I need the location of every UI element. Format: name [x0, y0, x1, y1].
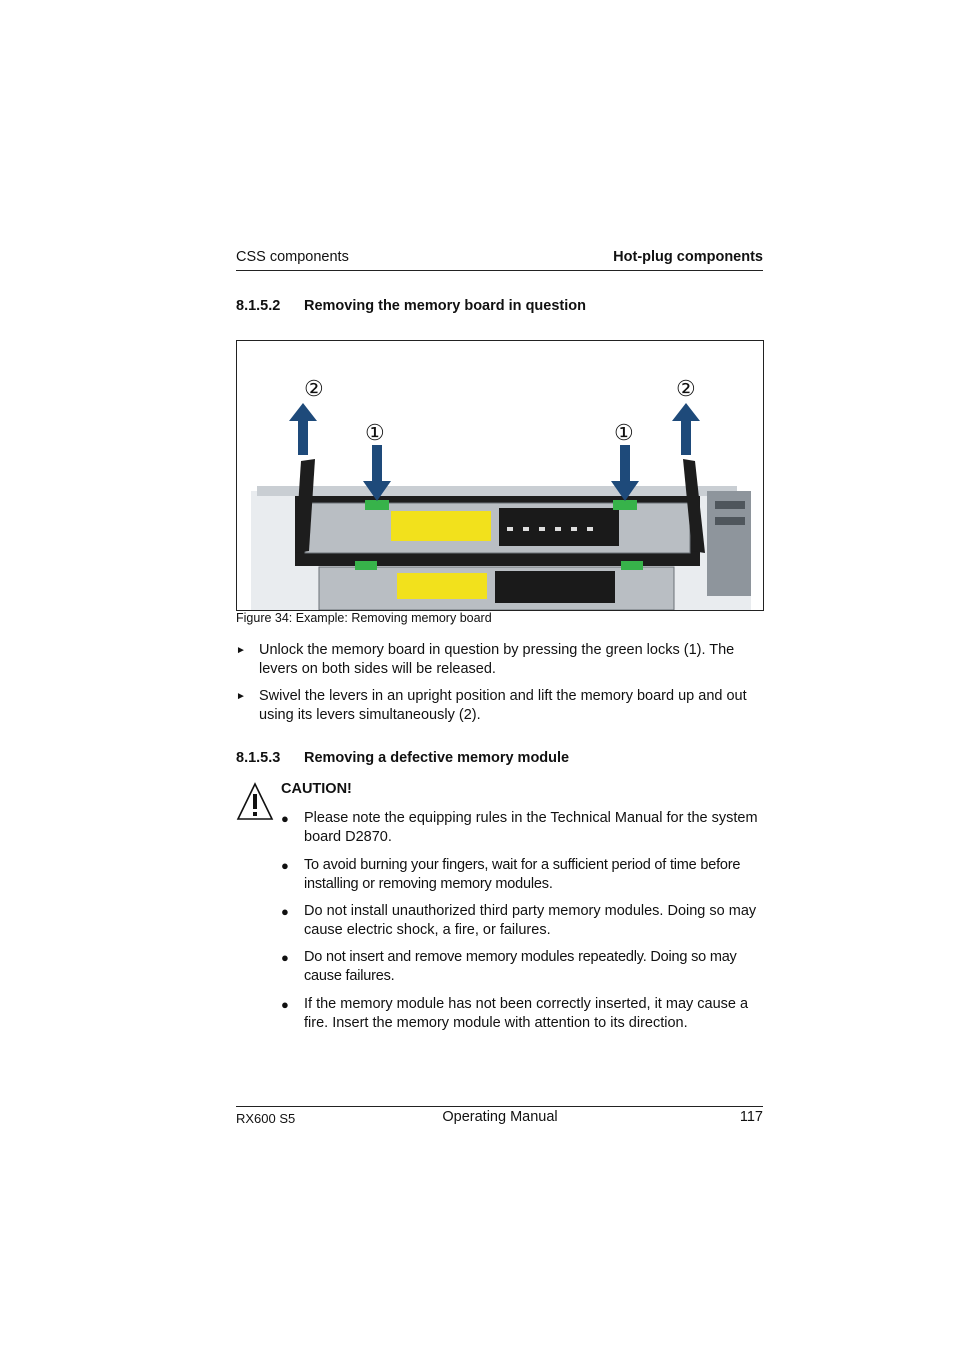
running-header-left: CSS components [236, 249, 349, 265]
section-heading-removing-board [236, 298, 586, 314]
triangle-bullet-icon: ► [236, 691, 246, 702]
callout-1-left: ① [365, 420, 385, 445]
bullet-dot-icon: ● [281, 811, 289, 826]
header-rule [236, 270, 763, 271]
caution-item: ● Please note the equipping rules in the Technical Manual for the system board D2870. [281, 810, 758, 845]
step-text: Unlock the memory board in question by pressing the green locks (1). The levers on both sides will be released. [259, 642, 735, 677]
chassis-rail [257, 486, 737, 496]
figure-caption: Figure 34: Example: Removing memory board [236, 611, 492, 625]
bullet-dot-icon: ● [281, 950, 289, 965]
section-number: 8.1.5.2 [236, 298, 281, 314]
bullet-dot-icon: ● [281, 904, 289, 919]
caution-item: ● Do not insert and remove memory modules repeatedly. Doing so may cause failures. [281, 949, 737, 984]
step-text: Swivel the levers in an upright position and lift the memory board up and out using its levers simultaneously (2). [259, 688, 747, 723]
warning-triangle-icon [236, 782, 274, 822]
callout-2-right: ② [676, 376, 696, 401]
triangle-bullet-icon: ► [236, 645, 246, 656]
green-lock-left [365, 500, 389, 510]
step-item [236, 641, 763, 679]
footer-rule [236, 1106, 763, 1107]
memory-board-label [391, 511, 491, 541]
figure-removing-memory-board [236, 340, 764, 611]
footer-product: RX600 S5 [236, 1111, 296, 1126]
caution-item: ● To avoid burning your fingers, wait for a sufficient period of time before installing or removing memory modules. [281, 857, 741, 892]
page-number: 117 [739, 1109, 763, 1125]
running-header-right: Hot-plug components [613, 249, 763, 265]
section-title: Removing the memory board in question [304, 298, 586, 314]
footer-manual-title: Operating Manual [442, 1109, 558, 1125]
caution-title: CAUTION! [281, 781, 352, 797]
caution-item: ● Do not install unauthorized third party memory modules. Doing so may cause electric shock, a fire, or failures. [281, 903, 757, 938]
memory-board-top [305, 503, 690, 553]
step-item [236, 687, 763, 725]
section-title: Removing a defective memory module [304, 750, 570, 766]
section-heading-removing-module [236, 750, 569, 766]
arrow-up-right-icon [672, 403, 700, 455]
callout-1-right: ① [614, 420, 634, 445]
bullet-dot-icon: ● [281, 997, 289, 1012]
bullet-dot-icon: ● [281, 858, 289, 873]
caution-item: ● If the memory module has not been correctly inserted, it may cause a fire. Insert the memory module with attention to its direction. [281, 996, 749, 1031]
section-number: 8.1.5.3 [236, 750, 281, 766]
green-lock-right [613, 500, 637, 510]
callout-2-left: ② [304, 376, 324, 401]
arrow-up-left-icon [289, 403, 317, 455]
